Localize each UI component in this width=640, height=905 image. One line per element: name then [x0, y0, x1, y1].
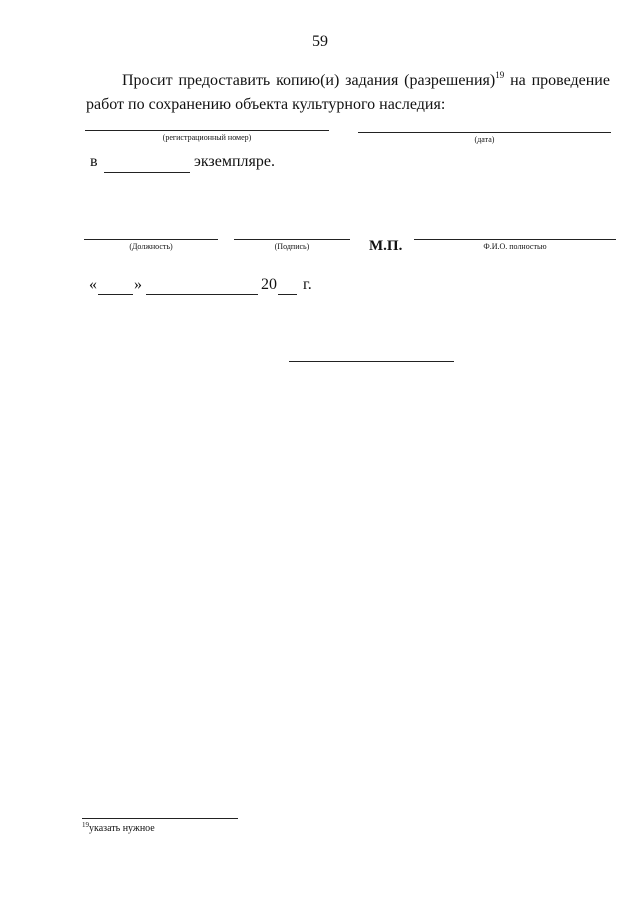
footnote-reference: 19 [495, 70, 505, 80]
request-word-with-footnote: (разрешения)$^{19}$ [404, 70, 505, 89]
request-word: на [510, 72, 526, 89]
request-word: копию(и) [276, 72, 340, 89]
page-number: 59 [312, 33, 328, 50]
date-caption: (дата) [474, 135, 495, 144]
copies-suffix: экземпляре. [194, 153, 275, 170]
year-suffix: г. [303, 276, 312, 293]
request-word: предоставить [178, 72, 271, 89]
fullname-caption: Ф.И.О. полностью [483, 242, 547, 251]
copies-blank [104, 172, 190, 173]
day-blank [98, 294, 133, 295]
position-line [84, 239, 218, 240]
date-close-quote: » [134, 276, 142, 293]
position-caption: (Должность) [129, 242, 173, 251]
copies-prefix: в [90, 153, 98, 170]
footnote [82, 823, 155, 834]
request-line-2: работ по сохранению объекта культурного наследия: [86, 96, 446, 113]
footnote-separator [82, 818, 238, 819]
signature-line [234, 239, 350, 240]
reg-number-line [85, 130, 329, 131]
footnote-text: указать нужное [89, 823, 155, 834]
date-line [358, 132, 611, 133]
request-word: Просит [122, 72, 173, 89]
year-blank [278, 294, 297, 295]
date-open-quote: « [89, 276, 97, 293]
reg-number-caption: (регистрационный номер) [162, 133, 252, 142]
request-word: задания [345, 72, 399, 89]
signature-caption: (Подпись) [274, 242, 310, 251]
month-blank [146, 294, 258, 295]
stamp-label: М.П. [369, 238, 403, 254]
fullname-line [414, 239, 616, 240]
request-line-1 [86, 69, 610, 93]
year-prefix: 20 [261, 276, 277, 293]
request-word: проведение [531, 72, 610, 89]
blank-line [289, 361, 454, 362]
footnote-number: 19 [82, 821, 89, 829]
